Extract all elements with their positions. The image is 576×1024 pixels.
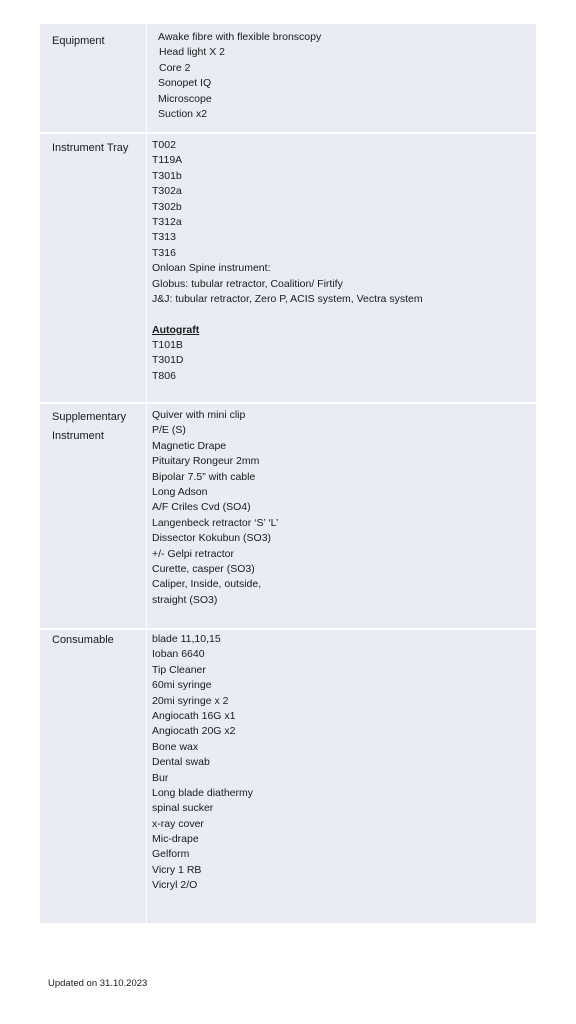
table-row-consumable <box>40 628 536 923</box>
list-item: Bur <box>152 771 169 784</box>
list-item: 20mi syringe x 2 <box>152 694 229 707</box>
list-item: Magnetic Drape <box>152 439 227 452</box>
list-item: T101B <box>152 339 183 352</box>
list-item: 60mi syringe <box>152 679 212 692</box>
list-item: Vicry 1 RB <box>152 863 202 876</box>
list-item: Gelform <box>152 848 190 861</box>
list-item: Mic-drape <box>152 833 199 846</box>
column-divider <box>146 628 147 923</box>
list-item: Curette, casper (SO3) <box>152 562 255 575</box>
list-item: Long Adson <box>152 485 208 498</box>
list-item: T301D <box>152 354 184 367</box>
list-item: T302a <box>152 185 182 198</box>
list-item: Awake fibre with flexible bronscopy <box>158 31 322 43</box>
list-item: Bone wax <box>152 740 199 753</box>
list-item: Pituitary Rongeur 2mm <box>152 455 260 468</box>
list-item: Tip Cleaner <box>152 663 206 676</box>
list-item: T312a <box>152 215 182 228</box>
list-item: Sonopet IQ <box>158 77 212 90</box>
column-divider <box>146 24 147 132</box>
instrument-tray-list <box>152 138 530 384</box>
column-divider <box>146 132 147 402</box>
column-divider <box>146 402 147 628</box>
list-item: x-ray cover <box>152 817 204 830</box>
equipment-list <box>152 30 530 122</box>
list-item: Langenbeck retractor ‘S’ ‘L’ <box>152 516 279 529</box>
list-item: Dental swab <box>152 756 210 769</box>
list-item: P/E (S) <box>152 424 186 437</box>
list-item: Vicryl 2/O <box>152 879 198 892</box>
list-item: straight (SO3) <box>152 593 218 606</box>
list-item: Long blade diathermy <box>152 786 253 799</box>
list-item: blade 11,10,15 <box>152 633 221 645</box>
list-item: T301b <box>152 169 182 182</box>
list-item: +/- Gelpi retractor <box>152 547 234 560</box>
table-row-equipment <box>40 24 536 134</box>
list-item: Suction x2 <box>158 107 208 120</box>
spacer <box>152 307 530 322</box>
list-item: T002 <box>152 139 176 151</box>
list-item: T806 <box>152 369 176 382</box>
updated-date-footer: Updated on 31.10.2023 <box>48 978 148 989</box>
supplementary-instrument-list <box>152 408 530 608</box>
list-item: T316 <box>152 246 176 259</box>
row-label-instrument-tray: Instrument Tray <box>52 142 129 154</box>
list-item: Core 2 <box>159 61 191 74</box>
table-row-supplementary-instrument <box>40 402 536 630</box>
list-item: Head light X 2 <box>159 46 225 59</box>
list-item: Angiocath 16G x1 <box>152 709 236 722</box>
list-item: Microscope <box>158 92 212 105</box>
autograft-heading: Autograft <box>152 323 200 336</box>
table-row-instrument-tray <box>40 132 536 404</box>
list-item: Caliper, Inside, outside, <box>152 578 262 591</box>
list-item: Globus: tubular retractor, Coalition/ Firtify <box>152 277 343 290</box>
list-item: T119A <box>152 154 183 167</box>
list-item: Ioban 6640 <box>152 648 205 661</box>
instrument-checklist-table <box>40 24 536 923</box>
list-item: Dissector Kokubun (SO3) <box>152 532 272 545</box>
list-item: T313 <box>152 231 176 244</box>
row-label-supplementary-instrument: Supplementary Instrument <box>52 411 126 442</box>
row-label-equipment: Equipment <box>52 35 105 47</box>
list-item: Onloan Spine instrument: <box>152 262 271 275</box>
list-item: J&J: tubular retractor, Zero P, ACIS system, Vectra system <box>152 292 423 305</box>
list-item: Angiocath 20G x2 <box>152 725 236 738</box>
list-item: A/F Criles Cvd (SO4) <box>152 501 251 514</box>
list-item: Bipolar 7.5” with cable <box>152 470 256 483</box>
list-item: spinal sucker <box>152 802 214 815</box>
list-item: Quiver with mini clip <box>152 409 246 421</box>
consumable-list <box>152 632 530 894</box>
list-item: T302b <box>152 200 182 213</box>
row-label-consumable: Consumable <box>52 634 114 646</box>
